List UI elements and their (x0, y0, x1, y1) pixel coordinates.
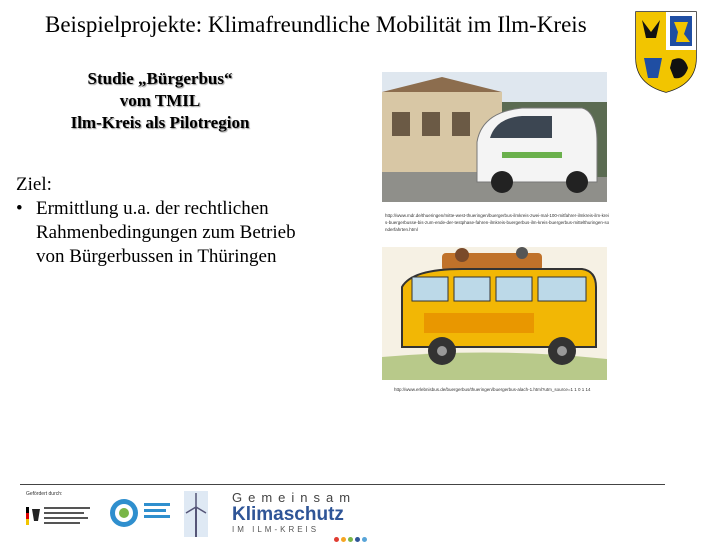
buergerbus-cartoon (382, 247, 607, 380)
brand-line-1: Gemeinsam (232, 490, 357, 505)
goal-list (16, 197, 316, 269)
photo-credit-top: http://www.mdr.de/thueringen/mitte-west-thueringen/buergerbus-ilmkreis-zwei-mal-100-mitfahrer-ilmkreis-ilm-kreis-buergerbusse-bis-zum-ende-der-testphase-fahren-ilmkreis-buergerbus-ilm-kreis-buergerbus-mittelthuringen-sonderfahrten.html (385, 213, 610, 232)
subtitle-line-2: vom TMIL (119, 91, 201, 110)
goal-bullet: • Ermittlung u.a. der rechtlichen Rahmenbedingungen zum Betrieb von Bürgerbussen in Thüringen (16, 197, 316, 269)
ministry-logo (24, 501, 94, 531)
coat-of-arms-logo (632, 8, 700, 94)
slide-title: Beispielprojekte: Klimafreundliche Mobilität im Ilm-Kreis (45, 12, 587, 37)
subtitle-line-3: Ilm-Kreis als Pilotregion (70, 113, 250, 132)
study-subtitle (20, 68, 300, 134)
brand-line-3: IM ILM-KREIS (232, 525, 320, 534)
goal-section (16, 173, 316, 269)
subtitle-line-1: Studie „Bürgerbus“ (87, 69, 233, 88)
goal-heading: Ziel: (16, 174, 52, 195)
brand-color-dots (334, 529, 369, 547)
photo-credit-bottom: http://www.erlebnisbus.de/buergerbus/thueringen/buergerbus-alach-1.html?utm_source=1 1 0 1 14 (394, 387, 591, 392)
buergerbus-photo (382, 72, 607, 202)
brand-line-2: Klimaschutz (232, 504, 344, 525)
funded-by-label: Gefördert durch: (26, 491, 63, 497)
footer (20, 485, 700, 540)
climate-initiative-logo (106, 495, 176, 531)
wind-turbine-logo (184, 491, 208, 537)
